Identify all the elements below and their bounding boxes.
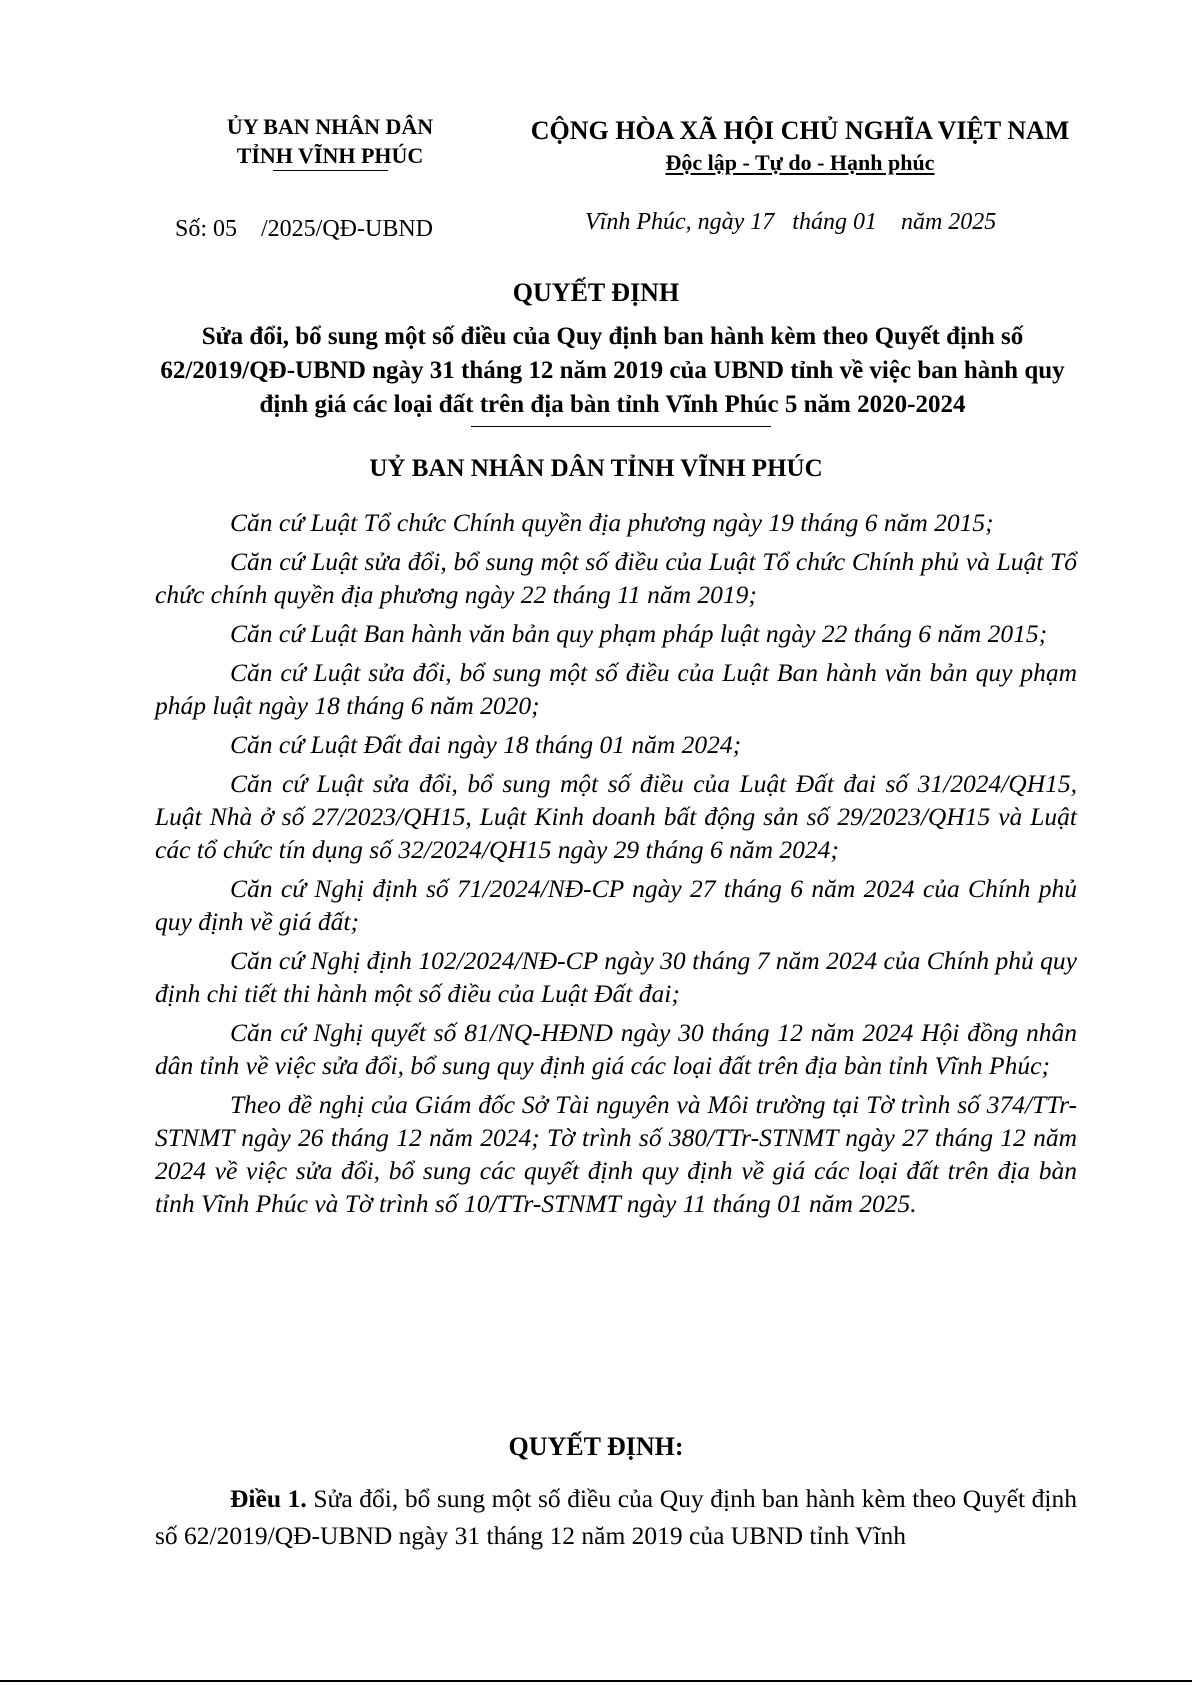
national-header — [515, 114, 1085, 178]
article-1-text: Sửa đổi, bổ sung một số điều của Quy định ban hành kèm theo Quyết định số 62/2019/QĐ-UBND ngày 31 tháng 12 năm 2019 của UBND tỉnh Vĩnh — [155, 1484, 1078, 1550]
document-number: Số: 05 /2025/QĐ-UBND — [175, 216, 434, 242]
legal-basis-item: Theo đề nghị của Giám đốc Sở Tài nguyên và Môi trường tại Tờ trình số 374/TTr-STNMT ngày 26 tháng 12 năm 2024; Tờ trình số 380/TTr-STNMT ngày 27 tháng 12 năm 2024 về việc sửa đổi, bổ sung các quyết định quy định về giá các loại đất trên địa bàn tỉnh Vĩnh Phúc và Tờ trình số 10/TTr-STNMT ngày 11 tháng 01 năm 2025. — [155, 1090, 1077, 1218]
page-bottom-border — [0, 1680, 1192, 1682]
legal-basis-item: Căn cứ Luật sửa đổi, bổ sung một số điều của Luật Ban hành văn bản quy phạm pháp luật ngày 18 tháng 6 năm 2020; — [155, 658, 1077, 720]
republic-name: CỘNG HÒA XÃ HỘI CHỦ NGHĨA VIỆT NAM — [530, 116, 1070, 145]
issuing-authority: UỶ BAN NHÂN DÂN TỈNH VĨNH PHÚC — [369, 455, 823, 482]
agency-header — [195, 112, 465, 170]
decision-heading: QUYẾT ĐỊNH: — [508, 1432, 684, 1461]
agency-header-underline — [273, 170, 388, 171]
legal-basis-item: Căn cứ Nghị định 102/2024/NĐ-CP ngày 30 tháng 7 năm 2024 của Chính phủ quy định chi tiết thi hành một số điều của Luật Đất đai; — [155, 946, 1077, 1008]
national-motto: Độc lập - Tự do - Hạnh phúc — [665, 150, 935, 175]
document-subtitle: Sửa đổi, bổ sung một số điều của Quy định ban hành kèm theo Quyết định số 62/2019/QĐ-UBND ngày 31 tháng 12 năm 2019 của UBND tỉnh về việc ban hành quy định giá các loại đất trên địa bàn tỉnh Vĩnh Phúc 5 năm 2020-2024 — [160, 323, 1065, 418]
legal-basis-item: Căn cứ Luật Đất đai ngày 18 tháng 01 năm 2024; — [230, 730, 742, 759]
document-dateline: Vĩnh Phúc, ngày 17 tháng 01 năm 2025 — [585, 209, 997, 235]
agency-name-line1: ỦY BAN NHÂN DÂN — [226, 114, 434, 139]
legal-basis-item: Căn cứ Nghị quyết số 81/NQ-HĐND ngày 30 tháng 12 năm 2024 Hội đồng nhân dân tỉnh về việc sửa đổi, bổ sung quy định giá các loại đất trên địa bàn tỉnh Vĩnh Phúc; — [155, 1018, 1077, 1080]
document-title: QUYẾT ĐỊNH — [512, 278, 680, 307]
legal-bases — [155, 506, 1077, 1226]
legal-basis-item: Căn cứ Luật Ban hành văn bản quy phạm pháp luật ngày 22 tháng 6 năm 2015; — [230, 619, 1048, 648]
agency-name-line2: TỈNH VĨNH PHÚC — [236, 143, 424, 168]
article-1-label: Điều 1. — [230, 1484, 307, 1513]
legal-basis-item: Căn cứ Luật sửa đổi, bổ sung một số điều của Luật Tổ chức Chính phủ và Luật Tổ chức chính quyền địa phương ngày 22 tháng 11 năm 2019; — [155, 547, 1077, 609]
legal-basis-item: Căn cứ Luật sửa đổi, bổ sung một số điều của Luật Đất đai số 31/2024/QH15, Luật Nhà ở số 27/2023/QH15, Luật Kinh doanh bất động sản số 29/2023/QH15 và Luật các tổ chức tín dụng số 32/2024/QH15 ngày 29 tháng 6 năm 2024; — [155, 769, 1077, 864]
subtitle-underline — [471, 426, 771, 427]
article-1 — [155, 1480, 1077, 1554]
legal-basis-item: Căn cứ Luật Tổ chức Chính quyền địa phương ngày 19 tháng 6 năm 2015; — [230, 508, 994, 537]
legal-basis-item: Căn cứ Nghị định số 71/2024/NĐ-CP ngày 27 tháng 6 năm 2024 của Chính phủ quy định về giá đất; — [155, 874, 1077, 936]
